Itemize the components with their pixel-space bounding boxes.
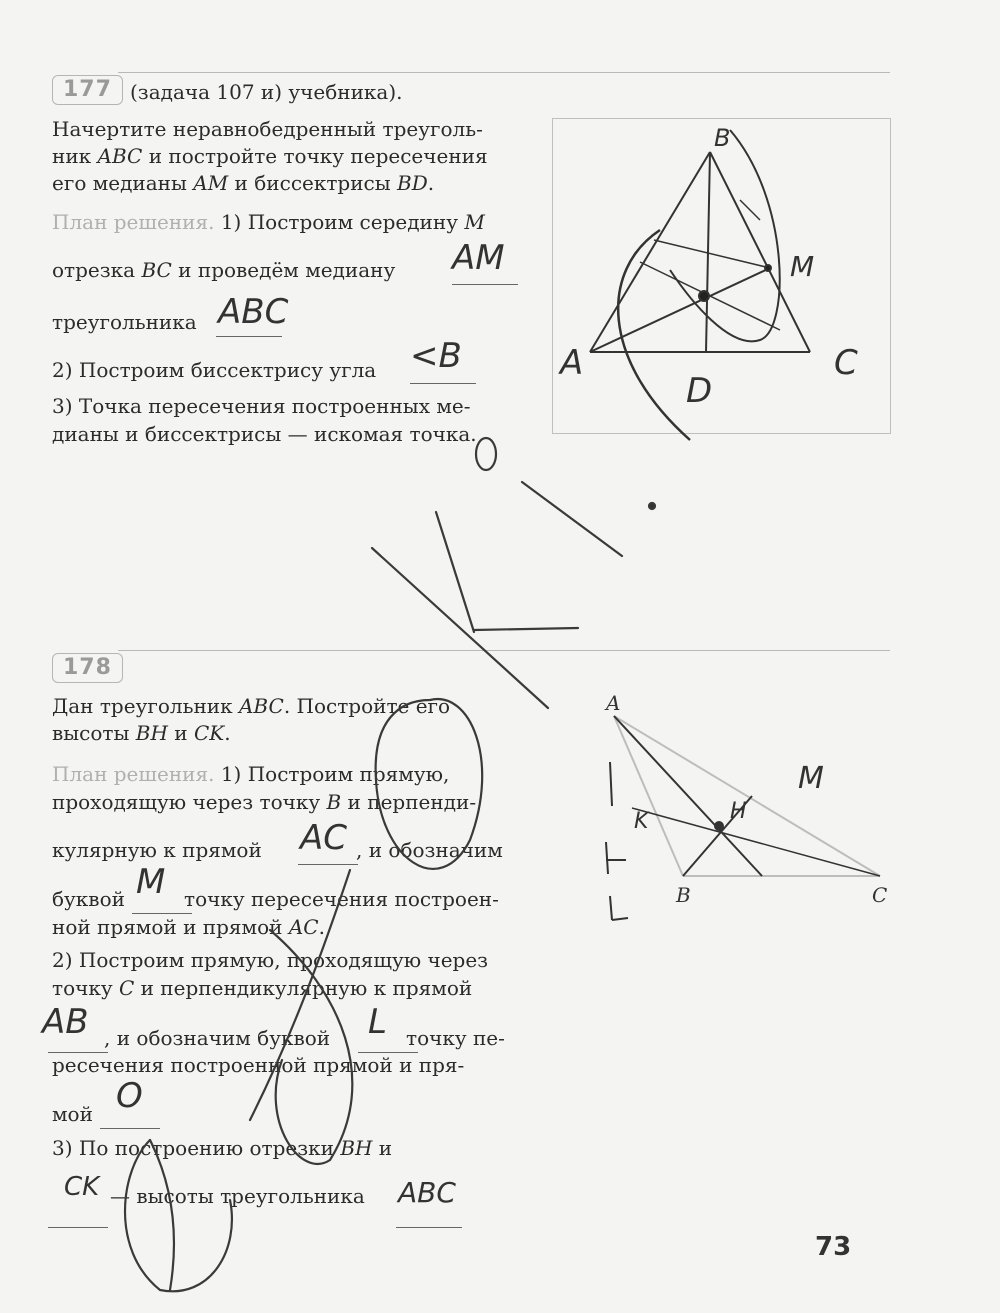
task-177-step-2: 2) Построим биссектрису угла <box>52 358 377 382</box>
task-178-step-1d-post: точку пересечения построен- <box>184 887 499 911</box>
task-177-line-1: Начертите неравнобедренный треуголь- <box>52 117 483 141</box>
construction-arc-2 <box>670 130 780 341</box>
construction-arc-1 <box>618 230 690 440</box>
task-178-step-1d: буквой <box>52 887 125 911</box>
task-178-side-scribbles <box>606 762 628 920</box>
task-177-step-1b: отрезка BC и проведём медиану <box>52 258 396 282</box>
hw-answer-angle: <B <box>410 336 462 376</box>
midpoint-m <box>765 265 771 271</box>
task-178-step-1b: проходящую через точку B и перпенди- <box>52 790 477 814</box>
label-c-178: C <box>872 883 888 907</box>
task-177-step-3a: 3) Точка пересечения построенных ме- <box>52 394 471 418</box>
hw-label-h-178: H <box>730 799 747 824</box>
page-number: 73 <box>815 1232 852 1262</box>
task-178-step-2b: точку C и перпендикулярную к прямой <box>52 976 473 1000</box>
pencil-scribble <box>125 438 655 1291</box>
task-178-step-1c-post: , и обозначим <box>356 838 503 862</box>
task-178-figure <box>614 716 880 876</box>
hw-answer-median: AM <box>452 238 505 278</box>
task-178-step-2c-post: точку пе- <box>406 1026 505 1050</box>
task-177-step-3b: дианы и биссектрисы — искомая точка. <box>52 422 477 446</box>
intersection-point-178 <box>714 821 724 831</box>
task-178-step-2e: мой <box>52 1102 93 1126</box>
hand-line-a <box>614 716 762 876</box>
task-178-step-2c: , и обозначим буквой <box>104 1026 331 1050</box>
hw-answer-triangle: ABC <box>218 292 289 332</box>
hw-answer-seg: CK <box>64 1172 100 1202</box>
side-ac-178 <box>614 716 880 876</box>
task-177-step-1a: План решения. 1) Построим середину M <box>52 210 485 234</box>
task-178-step-1c: кулярную к прямой <box>52 838 262 862</box>
hw-label-k-178: K <box>634 809 649 834</box>
hw-answer-line-2: AB <box>42 1002 89 1042</box>
task-178-step-1e: ной прямой и прямой AC. <box>52 915 325 939</box>
task-178-line-2: высоты BH и CK. <box>52 721 231 745</box>
task-178-step-2d: ресечения построенной прямой и пря- <box>52 1053 465 1077</box>
side-ab-178 <box>614 716 683 876</box>
hw-answer-triangle-2: ABC <box>398 1176 456 1209</box>
task-177-line-3: его медианы AM и биссектрисы BD. <box>52 171 435 195</box>
label-b: B <box>714 124 731 152</box>
hw-answer-line-1: AC <box>300 818 347 858</box>
label-m: M <box>790 250 815 283</box>
task-178-number: 178 <box>52 653 123 683</box>
hw-answer-line-3: O <box>116 1076 143 1116</box>
hw-answer-letter-1: M <box>136 862 166 902</box>
task-177-step-1c: треугольника <box>52 310 197 334</box>
task-177-number: 177 <box>52 75 123 105</box>
label-d: D <box>686 371 713 411</box>
task-177-line-2: ник ABC и постройте точку пересечения <box>52 144 488 168</box>
construction-line-2 <box>654 240 770 268</box>
side-ab <box>590 152 710 352</box>
label-a: A <box>560 343 584 383</box>
label-a-178: A <box>606 691 621 715</box>
task-178-step-2a: 2) Построим прямую, проходящую через <box>52 948 489 972</box>
task-178-step-3a: 3) По построению отрезки BH и <box>52 1136 393 1160</box>
task-177-header: (задача 107 и) учебника). <box>130 80 403 104</box>
task-178-step-1a: План решения. 1) Построим прямую, <box>52 762 450 786</box>
hw-label-m-178: M <box>798 761 824 796</box>
label-c: C <box>834 343 858 383</box>
label-b-178: B <box>676 883 691 907</box>
hw-answer-letter-2: L <box>368 1002 387 1042</box>
task-178-step-3b: — высоты треугольника <box>110 1184 365 1208</box>
task-178-line-1: Дан треугольник ABC. Постройте его <box>52 694 451 718</box>
intersection-point <box>699 291 709 301</box>
